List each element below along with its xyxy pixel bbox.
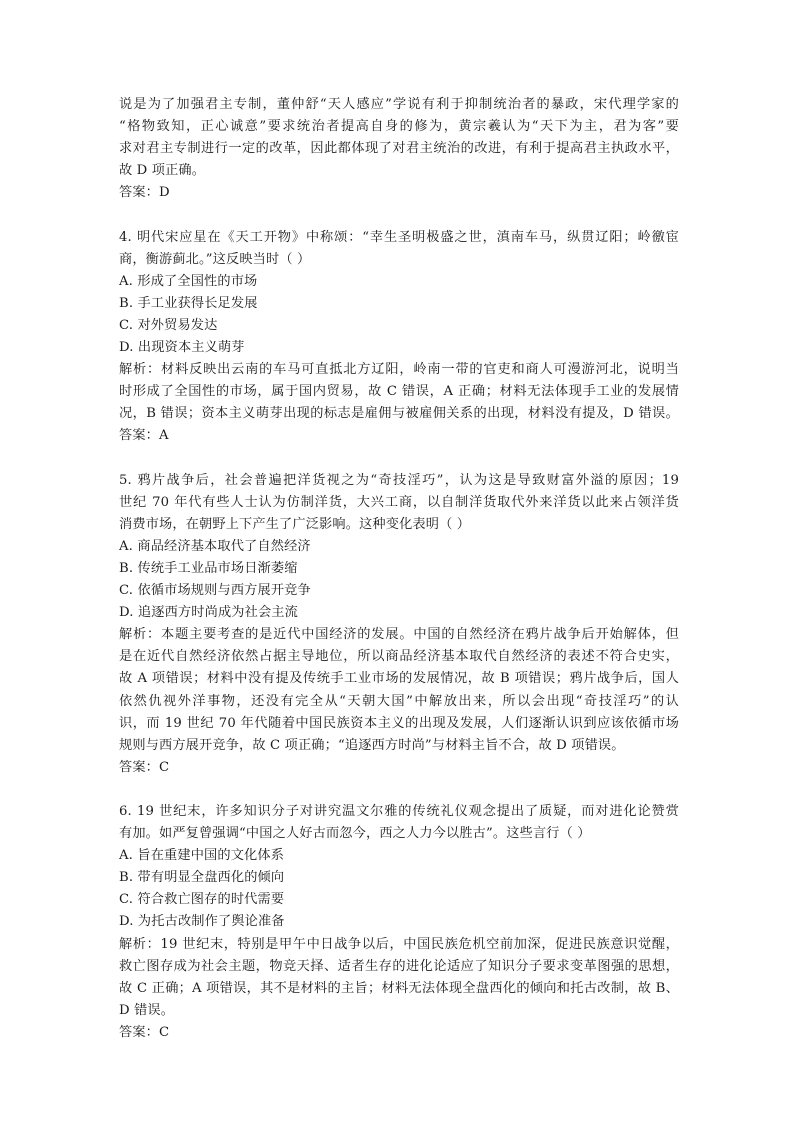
option-b: B. 传统手工业品市场日渐萎缩 [119,560,298,576]
analysis-line: 故 C 正确；A 项错误，其不是材料的主旨；材料无法体现全盘西化的倾向和托古改制，故 B、 [119,980,679,996]
question-stem: 世纪 70 年代有些人士认为仿制洋货，大兴工商，以自制洋货取代外来洋货以此来占领洋货 [119,494,679,510]
answer-line: 答案：D [119,185,170,201]
spacer [119,204,679,226]
question-stem: 商，衡游蓟北。”这反映当时（ ） [119,251,311,267]
option-b: B. 手工业获得长足发展 [119,295,258,311]
analysis-line: 况，B 错误；资本主义萌芽出现的标志是雇佣与被雇佣关系的出现，材料没有提及，D 错误。 [119,406,679,422]
answer-line: 答案：A [119,428,169,444]
analysis-line: 故 A 项错误；材料中没有提及传统手工业市场的发展情况，故 B 项错误；鸦片战争后，国人 [119,671,679,687]
question-stem: 消费市场，在朝野上下产生了广泛影响。这种变化表明（ ） [119,516,471,532]
analysis-line: 是在近代自然经济依然占据主导地位，所以商品经济基本取代自然经济的表述不符合史实， [119,649,679,665]
answer-line: 答案：C [119,759,170,775]
analysis-line: 识，而 19 世纪 70 年代随着中国民族资本主义的出现及发展，人们逐渐认识到应该依循市场 [119,715,679,731]
question-stem: 6. 19 世纪末，许多知识分子对讲究温文尔雅的传统礼仪观念提出了质疑，而对进化论赞赏 [119,804,679,819]
analysis-line: 依然仇视外洋事物，还没有完全从“天朝大国”中解放出来，所以会出现“奇技淫巧”的认 [119,693,679,709]
analysis-line: 解析：19 世纪末，特别是甲午中日战争以后，中国民族危机空前加深，促进民族意识觉醒， [119,936,679,952]
analysis-line: 解析：本题主要考查的是近代中国经济的发展。中国的自然经济在鸦片战争后开始解体，但 [119,627,679,643]
analysis-line: 规则与西方展开竞争，故 C 项正确；“追逐西方时尚”与材料主旨不合，故 D 项错误。 [119,737,625,753]
question-6 [119,801,679,1044]
analysis-line: D 错误。 [119,1002,175,1018]
answer-line: 答案：C [119,1024,170,1040]
option-c: C. 对外贸易发达 [119,317,218,333]
option-b: B. 带有明显全盘西化的倾向 [119,870,285,886]
intro-line: “格物致知，正心诚意”要求统治者提高自身的修为，黄宗羲认为“天下为主，君为客”要 [119,119,679,135]
intro-line: 故 D 项正确。 [119,163,206,179]
option-d: D. 追逐西方时尚成为社会主流 [119,605,298,621]
spacer [119,448,679,470]
option-c: C. 符合救亡图存的时代需要 [119,892,285,908]
intro-section [119,94,679,204]
document-page [119,94,679,1044]
analysis-line: 时形成了全国性的市场，属于国内贸易，故 C 错误，A 正确；材料无法体现手工业的发展情 [119,384,679,400]
spacer [119,779,679,801]
question-4 [119,227,679,448]
option-d: D. 为托古改制作了舆论准备 [119,914,285,930]
option-d: D. 出现资本主义萌芽 [119,340,245,356]
analysis-line: 救亡图存成为社会主题，物竞天择、适者生存的进化论适应了知识分子要求变革图强的思想， [119,958,679,974]
question-stem: 4. 明代宋应星在《天工开物》中称颂：“幸生圣明极盛之世，滇南车马，纵贯辽阳；岭徼宦 [119,229,679,245]
question-5 [119,470,679,779]
option-c: C. 依循市场规则与西方展开竞争 [119,583,311,599]
question-stem: 5. 鸦片战争后，社会普遍把洋货视之为“奇技淫巧”，认为这是导致财富外溢的原因；19 [119,472,679,488]
intro-line: 说是为了加强君主专制，董仲舒“天人感应”学说有利于抑制统治者的暴政，宋代理学家的 [119,97,679,112]
analysis-line: 解析：材料反映出云南的车马可直抵北方辽阳，岭南一带的官吏和商人可漫游河北，说明当 [119,362,679,378]
option-a: A. 商品经济基本取代了自然经济 [119,538,311,554]
intro-line: 求对君主专制进行一定的改革，因此都体现了对君主统治的改进，有利于提高君主执政水平， [119,141,679,157]
option-a: A. 旨在重建中国的文化体系 [119,848,285,864]
question-stem: 有加。如严复曾强调“中国之人好古而忽今，西之人力今以胜古”。这些言行（ ） [119,826,591,842]
option-a: A. 形成了全国性的市场 [119,273,258,289]
